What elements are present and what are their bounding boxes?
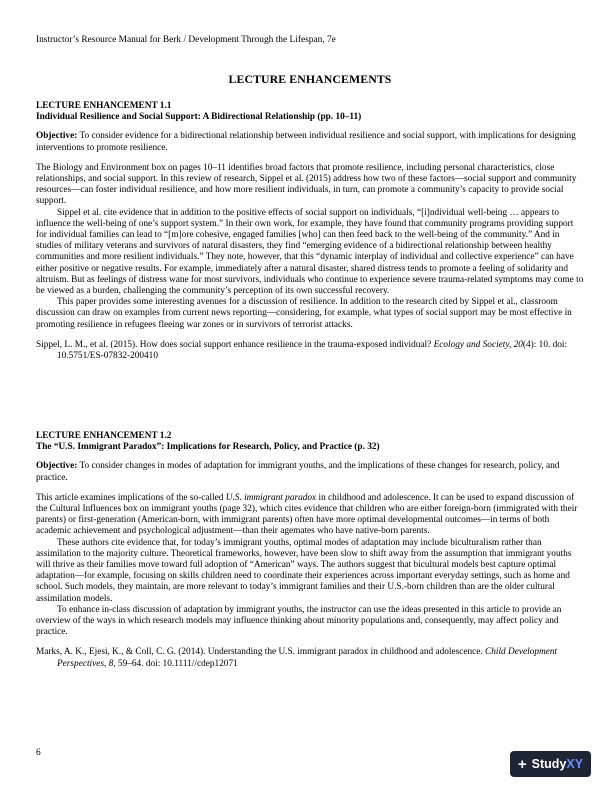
- objective: [36, 461, 584, 483]
- paragraph-text: in childhood and adolescence. It can be used to expand discussion of the Cultural Influences box on immigrant youths (page 32), which cites evidence that children who are either foreign-born (immigrated with their parents) or first-generation (American-born, with immigrant parents) often have more optimal developmental outcomes—in terms of both academic achievement and psychological adjustment—than their agemates who have native-born parents.: [36, 492, 578, 537]
- paragraph-text: This article examines implications of the so-called: [36, 492, 226, 503]
- paragraph: To enhance in-class discussion of adaptation by immigrant youths, the instructor can use the ideas presented in this article to provide an overview of the ways in which research models may influence thinking about minority populations and, consequently, may affect policy and practice.: [36, 604, 562, 638]
- paragraph: The Biology and Environment box on pages 10–11 identifies broad factors that promote resilience, including personal characteristics, close relationships, and social support. In this review of research, Sippel et al. (2015) address how two of these factors—social support and community resources—can foster individual resilience, and how more resilient individuals, in turn, can promote a community’s capacity to provide social support.: [36, 162, 577, 207]
- emphasis-term: U.S. immigrant paradox: [225, 492, 317, 503]
- reference-doi: 59–64. doi: 10.1111//cdep12071: [115, 658, 238, 669]
- reference-journal: Ecology and Society, 20: [433, 339, 523, 350]
- objective-label: Objective:: [36, 461, 78, 472]
- running-head: Instructor’s Resource Manual for Berk / Development Through the Lifespan, 7e: [36, 35, 336, 45]
- objective-text: To consider changes in modes of adaptation for immigrant youths, and the implications of these changes for research, policy, and practice.: [36, 461, 560, 483]
- reference-doi: (4): 10. doi: 10.5751/ES-07832-200410: [57, 339, 568, 362]
- reference: [36, 647, 584, 669]
- paragraph: [36, 493, 584, 538]
- paragraph: Sippel et al. cite evidence that in addition to the positive effects of social support on individuals, “[i]ndividual well-being … appears to influence the well-being of one’s support system.” In their own work, for example, they have found that community programs providing support for individual families can lead to “[m]ore cohesive, engaged families [who] can then feed back to the well-being of the community.” And in studies of military veterans and survivors of natural disasters, they find “emerging evidence of a bidirectional relationship between healthy communities and more resilient individuals.” They note, however, that this “dynamic interplay of individual and collective experience” can have either positive or negative results. For example, immediately after a natural disaster, shared distress tends to promote a feeling of solidarity and altruism. But as feelings of distress wane for most survivors, individuals who continue to experience severe trauma-related symptoms may come to be viewed as a burden, challenging the community’s perception of its own successful recovery.: [36, 207, 584, 297]
- lecture-enhancement-1-2: [36, 431, 584, 670]
- badge-text-xy: XY: [566, 757, 584, 771]
- page-number: 6: [36, 748, 41, 758]
- lecture-enhancement-1-1: [36, 101, 584, 362]
- reference-text: Marks, A. K., Ejesi, K., & Coll, C. G. (2014). Understanding the U.S. immigrant paradox in childhood and adolescence.: [36, 647, 486, 658]
- section-subtitle: The “U.S. Immigrant Paradox”: Implications for Research, Policy, and Practice (p. 32): [36, 442, 380, 453]
- section-label: LECTURE ENHANCEMENT 1.1: [36, 101, 172, 111]
- reference-journal: Child Development Perspectives, 8,: [57, 647, 558, 669]
- section-label: LECTURE ENHANCEMENT 1.2: [36, 431, 172, 441]
- reference-text: Sippel, L. M., et al. (2015). How does social support enhance resilience in the trauma-exposed individual?: [36, 339, 434, 350]
- badge-text-study: Study: [531, 757, 567, 771]
- objective-text: To consider evidence for a bidirectional relationship between individual resilience and social support, with implications for designing interventions to promote resilience.: [36, 131, 576, 153]
- objective: [36, 131, 584, 153]
- studyxy-badge[interactable]: [510, 751, 591, 777]
- section-subtitle: Individual Resilience and Social Support: A Bidirectional Relationship (pp. 10–11): [36, 112, 362, 123]
- objective-label: Objective:: [36, 131, 78, 142]
- paragraph: These authors cite evidence that, for today’s immigrant youths, optimal modes of adaptation may include biculturalism rather than assimilation to the majority culture. Theoretical frameworks, however, have been slow to shift away from the assumption that immigrant youths will thrive as their families move toward full adoption of “American” ways. The authors suggest that bicultural models best capture optimal adaptation—for example, focusing on skills children need to coordinate their experiences across important everyday settings, such as home and school. Such models, they maintain, are more relevant to today’s immigrant families and their U.S.-born children than are the older cultural assimilation models.: [36, 537, 572, 604]
- page-title: LECTURE ENHANCEMENTS: [228, 72, 392, 86]
- reference: [36, 340, 584, 362]
- paragraph: This paper provides some interesting avenues for a discussion of resilience. In addition to the research cited by Sippel et al., classroom discussion can draw on examples from current news reporting—considering, for example, what types of social support may be most effective in promoting resilience in refugees fleeing war zones or in survivors of terrorist attacks.: [36, 297, 572, 330]
- plus-icon: +: [517, 755, 527, 773]
